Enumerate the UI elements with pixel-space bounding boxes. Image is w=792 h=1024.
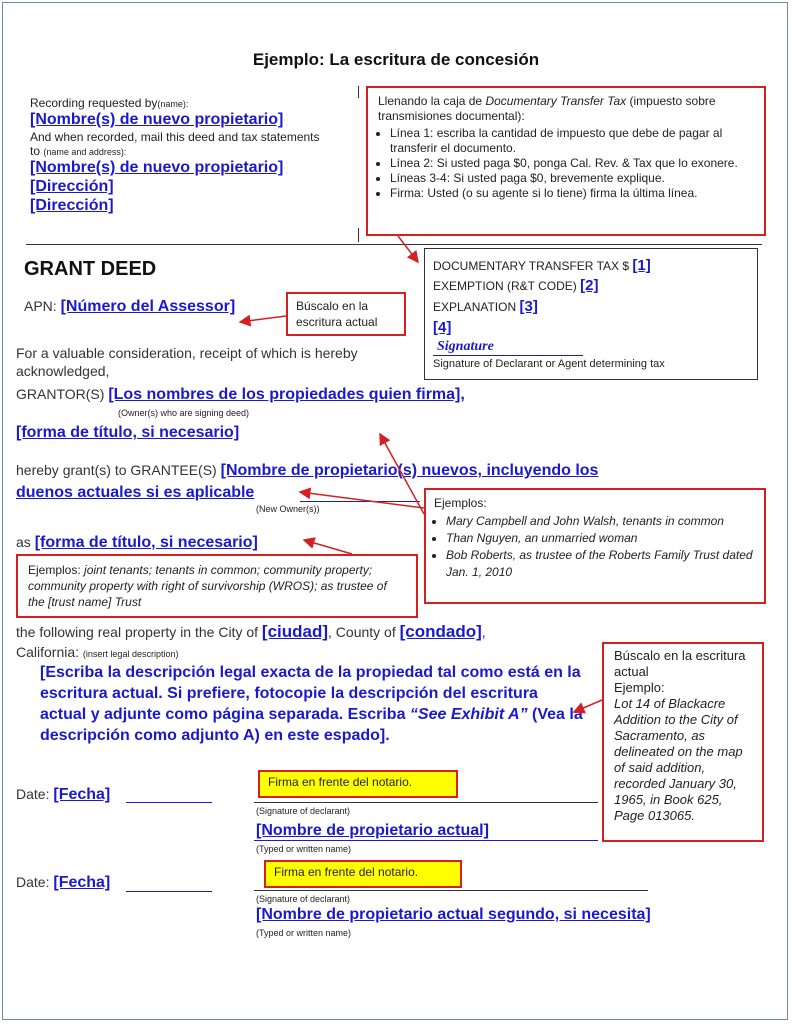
current-owner-name-1: [Nombre de propietario actual] [256,822,489,839]
name-caption-2: (Typed or written name) [256,928,352,938]
as-label: as [16,534,31,550]
county-value: [condado] [399,622,482,641]
signature-caption: Signature of Declarant or Agent determining tax [433,358,665,370]
grantor-label: GRANTOR(S) [16,386,105,402]
tax-note-item: • Líneas 3-4: Si usted paga $0, brevemente explique. [390,171,754,186]
arrow-legal-note [574,700,602,712]
grantor-caption: (Owner(s) who are signing deed) [118,408,250,418]
grantor-value: [Los nombres de los propiedades quien firma], [108,386,465,403]
legal-note-line-1: Búscalo en la escritura actual [614,648,746,679]
grant-deed-heading: GRANT DEED [24,258,157,280]
tax-line-2-value: [2] [580,277,599,294]
legal-desc-tag: (insert legal description) [82,649,179,659]
current-owner-name-2: [Nombre de propietario actual segundo, si necesita] [256,906,651,923]
date-label-1: Date: [16,786,50,802]
consideration-text: For a valuable consideration, receipt of which is hereby acknowledged, [16,345,358,379]
new-owner-name-1: [Nombre(s) de nuevo propietario] [30,111,284,128]
county-comma: , [481,624,486,640]
tax-line-4-value: [4] [433,319,452,336]
grantee-example-item: • Than Nguyen, an unmarried woman [446,530,756,547]
grantee-caption: (New Owner(s)) [256,504,320,514]
title-examples-text: joint tenants; tenants in common; community property; community property with right of survivorship (WROS); as trustee of the [trust name] Trust [28,563,387,609]
name-caption-1: (Typed or written name) [256,844,352,854]
tax-note-item: • Línea 2: Si usted paga $0, ponga Cal. Rev. & Tax que lo exonere. [390,156,754,171]
new-owner-name-2: [Nombre(s) de nuevo propietario] [30,159,284,176]
page-title: Ejemplo: La escritura de concesión [252,50,540,69]
address-line-1: [Dirección] [30,178,114,195]
tax-note-item: • Línea 1: escriba la cantidad de impuesto que debe de pagar al transferir el documento. [390,126,754,156]
state-label: California: [16,644,80,660]
grantee-value-2: duenos actuales si es aplicable [16,484,255,501]
tax-line-1-label: DOCUMENTARY TRANSFER TAX $ [433,259,630,273]
county-label: , County of [328,624,396,640]
date-value-1: [Fecha] [53,786,111,803]
address-line-2: [Dirección] [30,197,114,214]
property-intro: the following real property in the City of [16,624,259,640]
tax-line-3-label: EXPLANATION [433,300,517,314]
notary-note-1: Firma en frente del notario. [258,770,458,798]
signature-caption-1: (Signature of declarant) [256,806,351,816]
tax-line-3-value: [3] [519,298,538,315]
arrow-grantee-examples-2 [300,492,424,508]
grantee-example-item: • Mary Campbell and John Walsh, tenants in common [446,513,756,530]
recording-requested-label: Recording requested by [30,96,158,110]
mail-instruction: And when recorded, mail this deed and tax statements [30,130,320,144]
legal-note-example: Lot 14 of Blackacre Addition to the City of Sacramento, as delineated on the map of said addition, recorded January 30, 1965, in Book 625, Page 013065. [614,696,743,823]
tax-note-item: • Firma: Usted (o su agente si lo tiene) firma la última línea. [390,186,754,201]
tax-note-intro: Llenando la caja de Documentary Transfer Tax (impuesto sobre transmisiones documental): [378,94,716,123]
apn-label: APN: [24,298,57,314]
legal-note-line-2: Ejemplo: [614,680,665,695]
grantee-example-item: • Bob Roberts, as trustee of the Roberts Family Trust dated Jan. 1, 2010 [446,547,756,581]
notary-note-2: Firma en frente del notario. [264,860,462,888]
arrow-grantee-examples-1 [380,434,424,514]
grantee-value-1: [Nombre de propietario(s) nuevos, incluyendo los [220,462,599,479]
signature-script: Signature [437,339,494,354]
apn-note: Búscalo en la escritura actual [286,292,406,336]
title-form-2: [forma de título, si necesario] [34,534,258,551]
arrow-tax-note [398,236,418,262]
title-form-1: [forma de título, si necesario] [16,424,240,441]
to-label: to [30,144,41,158]
tax-line-1-value: [1] [632,257,651,274]
arrow-apn-note [240,316,286,322]
tax-line-2-label: EXEMPTION (R&T CODE) [433,279,577,293]
name-address-tag: (name and address): [43,147,127,157]
grantee-label: hereby grant(s) to GRANTEE(S) [16,462,217,478]
title-examples-label: Ejemplos: [28,563,81,577]
date-value-2: [Fecha] [53,874,111,891]
signature-caption-2: (Signature of declarant) [256,894,351,904]
arrow-title-examples [304,540,352,554]
city-value: [ciudad] [261,622,329,641]
apn-value: [Número del Assessor] [60,298,236,315]
name-tag: (name): [157,99,189,109]
legal-description: [Escriba la descripción legal exacta de la propiedad tal como está en la escritura actual. Si prefiere, fotocopie la descripción del escritura actual y adjunte como página separada. Escriba “See Exhibit A” (Vea la descripción como adjunto A) en este espado]. [40,664,583,744]
date-label-2: Date: [16,874,50,890]
grantee-examples-title: Ejemplos: [434,496,487,510]
